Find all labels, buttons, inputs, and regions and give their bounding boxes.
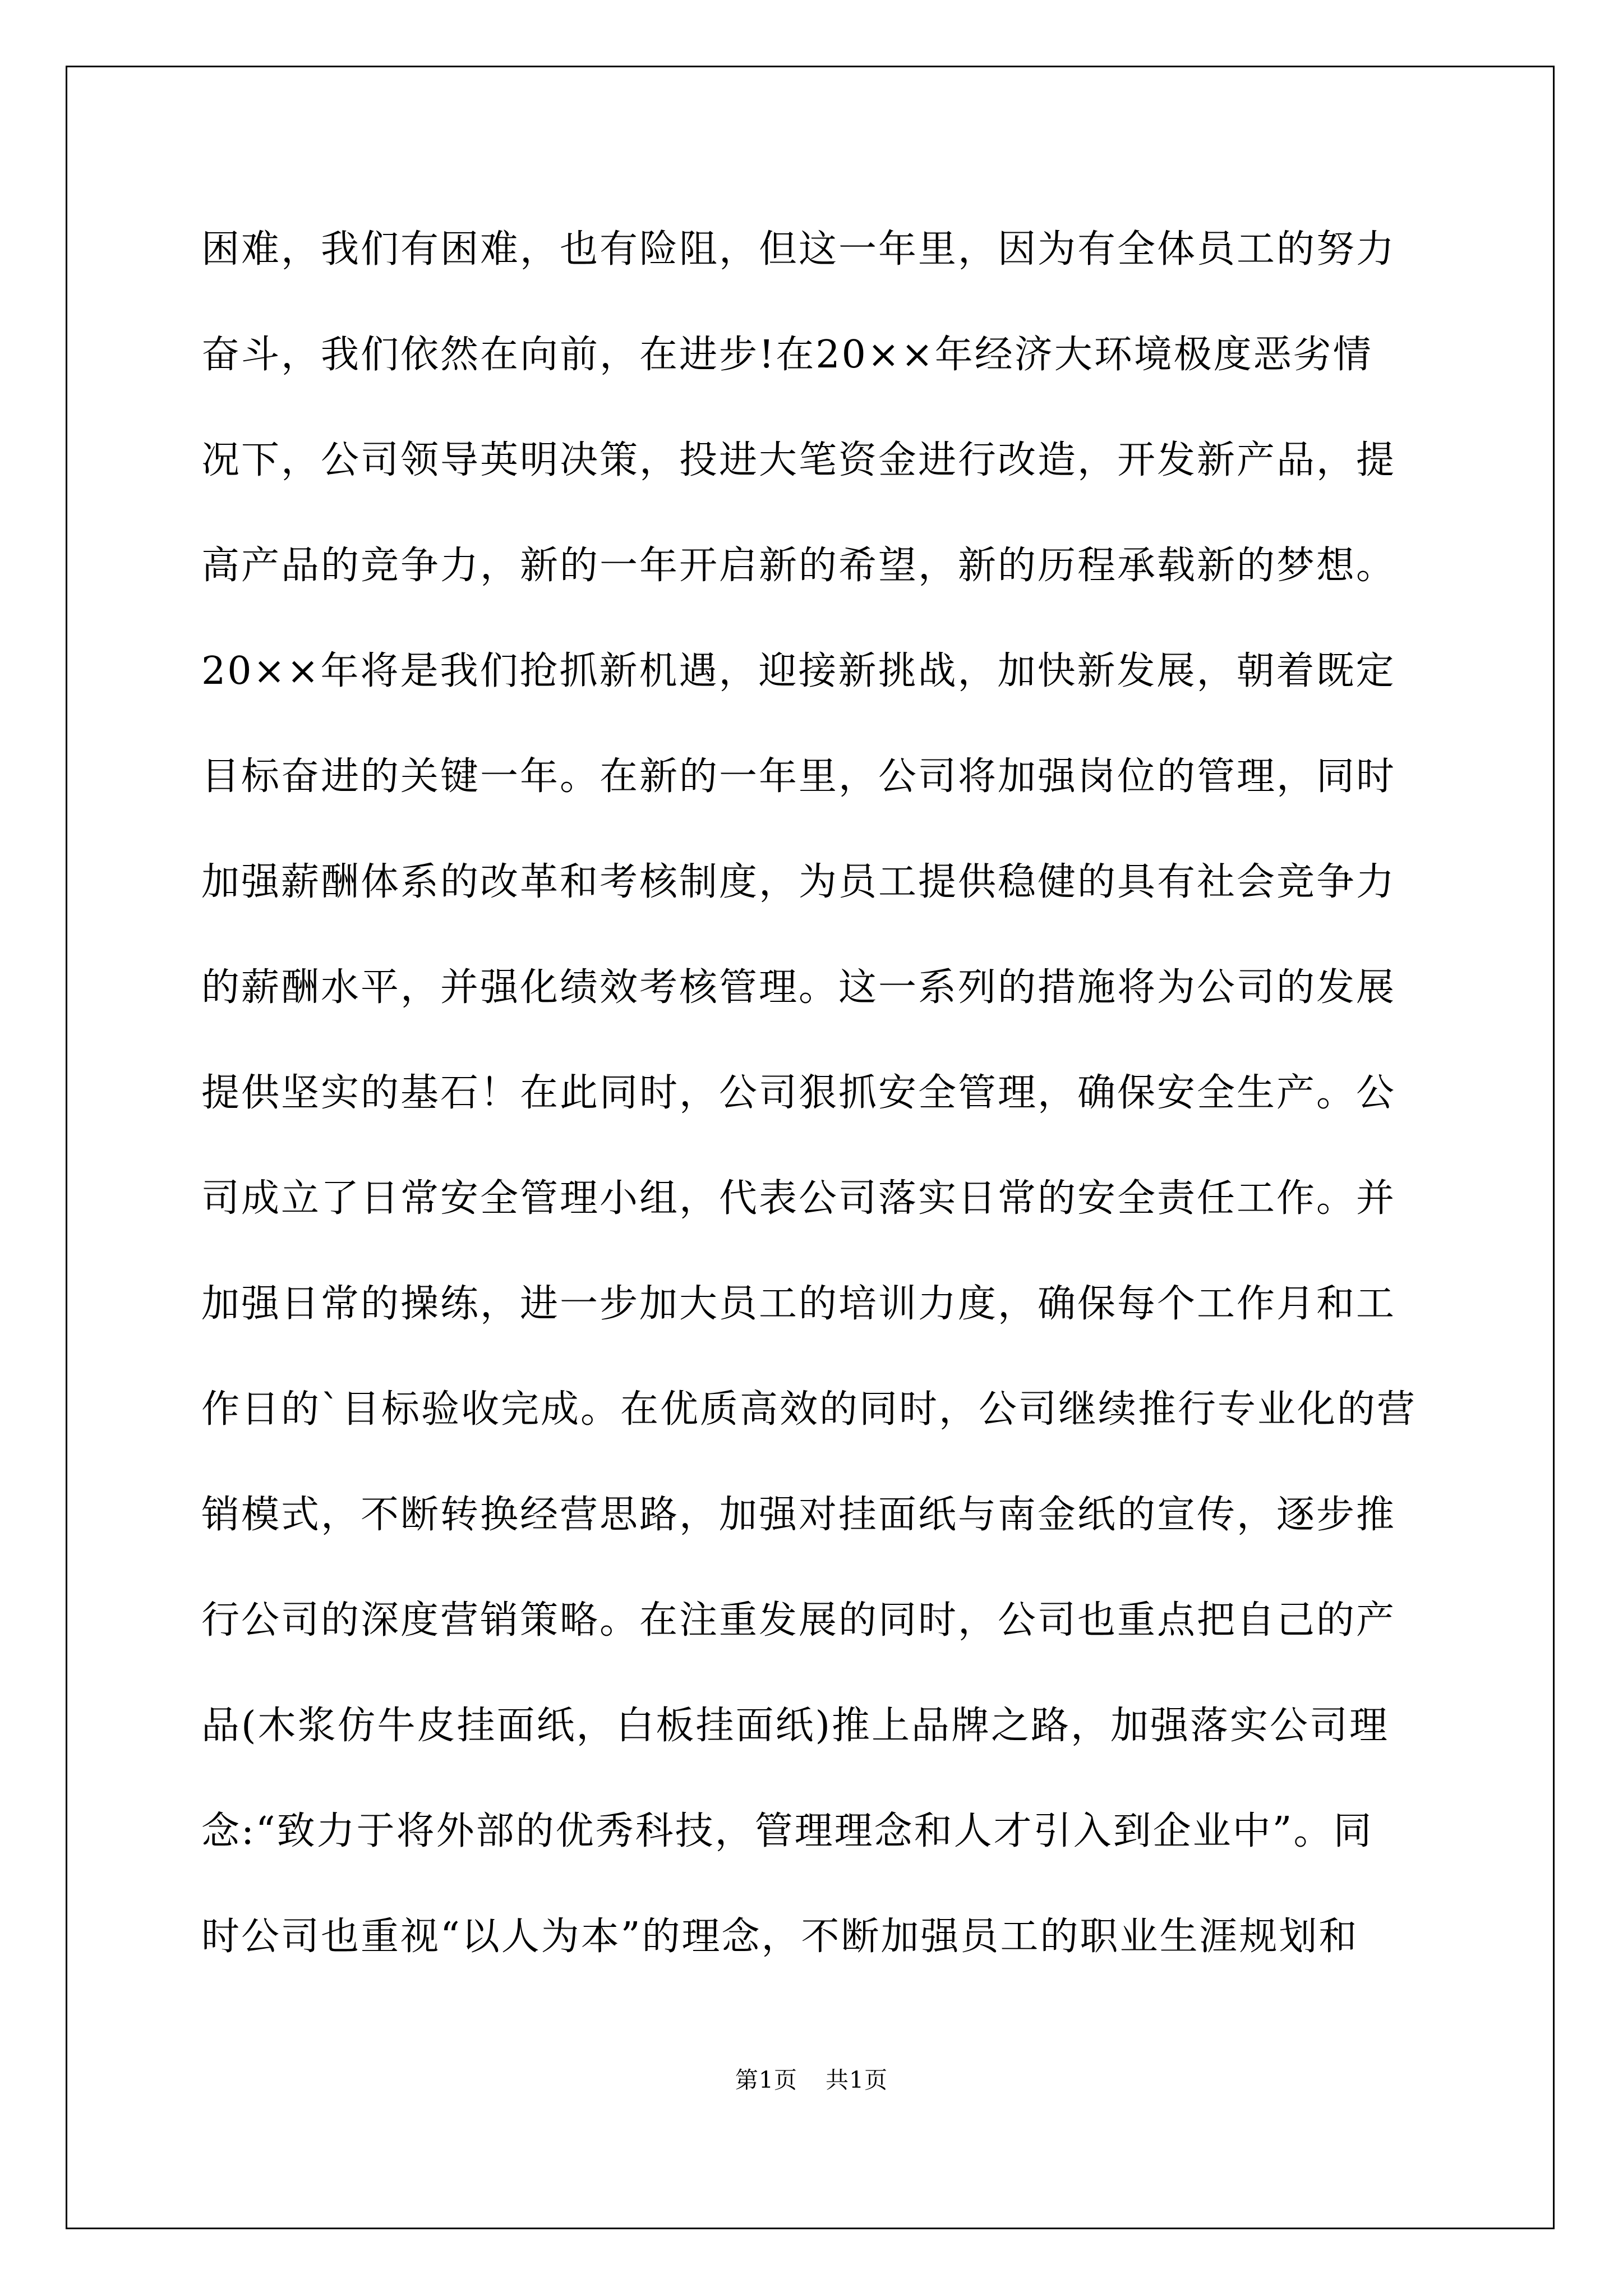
text-line: 司成立了日常安全管理小组，代表公司落实日常的安全责任工作。并 — [201, 1176, 1396, 1221]
page-number: 第1页 — [735, 2067, 797, 2093]
text-line: 行公司的深度营销策略。在注重发展的同时，公司也重点把自己的产 — [201, 1598, 1396, 1642]
text-line: 作日的`目标验收完成。在优质高效的同时，公司继续推行专业化的营 — [201, 1387, 1417, 1432]
text-line: 困难，我们有困难，也有险阻，但这一年里，因为有全体员工的努力 — [201, 227, 1396, 272]
text-line: 目标奋进的关键一年。在新的一年里，公司将加强岗位的管理，同时 — [201, 754, 1396, 799]
page-total: 共1页 — [826, 2067, 888, 2093]
text-line: 念:“致力于将外部的优秀科技，管理理念和人才引入到企业中”。同 — [201, 1809, 1373, 1853]
page-footer — [0, 2063, 1623, 2097]
text-line: 品(木浆仿牛皮挂面纸，白板挂面纸)推上品牌之路，加强落实公司理 — [201, 1704, 1390, 1748]
text-line: 时公司也重视“以人为本”的理念，不断加强员工的职业生涯规划和 — [201, 1915, 1359, 1959]
text-line: 的薪酬水平，并强化绩效考核管理。这一系列的措施将为公司的发展 — [201, 965, 1396, 1010]
text-line: 况下，公司领导英明决策，投进大笔资金进行改造，开发新产品，提 — [201, 438, 1396, 482]
text-line: 20××年将是我们抢抓新机遇，迎接新挑战，加快新发展，朝着既定 — [201, 649, 1396, 693]
text-line: 提供坚实的基石！在此同时，公司狠抓安全管理，确保安全生产。公 — [201, 1071, 1396, 1115]
text-line: 奋斗，我们依然在向前，在进步!在20××年经济大环境极度恶劣情 — [201, 333, 1373, 377]
document-body — [201, 220, 1424, 2013]
text-line: 加强日常的操练，进一步加大员工的培训力度，确保每个工作月和工 — [201, 1282, 1396, 1326]
text-line: 高产品的竞争力，新的一年开启新的希望，新的历程承载新的梦想。 — [201, 544, 1396, 588]
text-line: 销模式，不断转换经营思路，加强对挂面纸与南金纸的宣传，逐步推 — [201, 1493, 1396, 1537]
text-line: 加强薪酬体系的改革和考核制度，为员工提供稳健的具有社会竞争力 — [201, 860, 1396, 904]
